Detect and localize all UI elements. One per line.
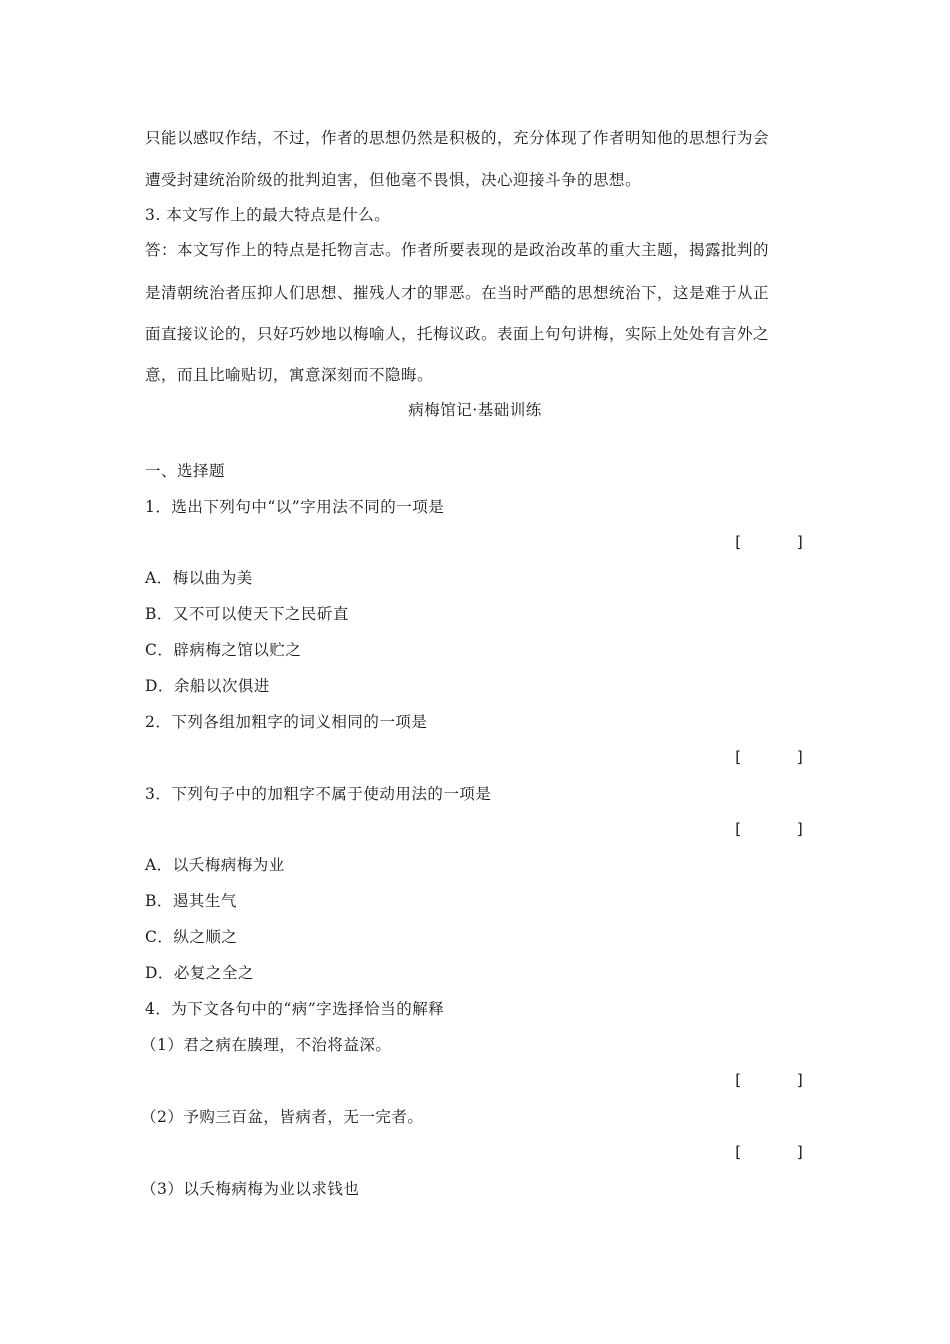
bracket-left: [	[733, 1143, 743, 1161]
bracket-right: ]	[795, 1143, 805, 1161]
option-item: D．必复之全之	[145, 964, 254, 982]
bracket-right: ]	[795, 748, 805, 766]
bracket-right: ]	[795, 820, 805, 838]
sub-question: （3）以夭梅病梅为业以求钱也	[141, 1180, 360, 1198]
question-1: 1．选出下列句中“以”字用法不同的一项是	[145, 498, 445, 516]
question-3-text: 3. 本文写作上的最大特点是什么。	[145, 206, 391, 224]
paragraph-line: 只能以感叹作结，不过，作者的思想仍然是积极的，充分体现了作者明知他的思想行为会	[145, 129, 770, 147]
answer-line: 意，而且比喻贴切，寓意深刻而不隐晦。	[145, 366, 434, 384]
exercise-heading: 一、选择题	[145, 462, 226, 480]
option-item: A．梅以曲为美	[145, 569, 253, 587]
question-2: 2．下列各组加粗字的词义相同的一项是	[145, 713, 428, 731]
option-item: C．纵之顺之	[145, 928, 238, 946]
answer-line: 是清朝统治者压抑人们思想、摧残人才的罪恶。在当时严酷的思想统治下，这是难于从正	[145, 284, 770, 302]
paragraph-line: 遭受封建统治阶级的批判迫害，但他毫不畏惧，决心迎接斗争的思想。	[145, 171, 642, 189]
option-item: C．辟病梅之馆以贮之	[145, 641, 302, 659]
question-3: 3．下列句子中的加粗字不属于使动用法的一项是	[145, 785, 492, 803]
sub-question: （2）予购三百盆，皆病者，无一完者。	[141, 1108, 424, 1126]
bracket-right: ]	[795, 1071, 805, 1089]
question-4: 4．为下文各句中的“病”字选择恰当的解释	[145, 1000, 445, 1018]
answer-line: 面直接议论的，只好巧妙地以梅喻人，托梅议政。表面上句句讲梅，实际上处处有言外之	[145, 325, 770, 343]
bracket-left: [	[733, 533, 743, 551]
answer-line: 答：本文写作上的特点是托物言志。作者所要表现的是政治改革的重大主题，揭露批判的	[145, 241, 770, 259]
bracket-left: [	[733, 1071, 743, 1089]
bracket-left: [	[733, 820, 743, 838]
option-item: D．余船以次俱进	[145, 677, 270, 695]
option-item: B．遏其生气	[145, 892, 237, 910]
option-item: A．以夭梅病梅为业	[145, 856, 285, 874]
sub-question: （1）君之病在腠理，不治将益深。	[141, 1036, 392, 1054]
bracket-right: ]	[795, 533, 805, 551]
section-title: 病梅馆记·基础训练	[408, 401, 542, 419]
bracket-left: [	[733, 748, 743, 766]
option-item: B．又不可以使天下之民斫直	[145, 605, 349, 623]
